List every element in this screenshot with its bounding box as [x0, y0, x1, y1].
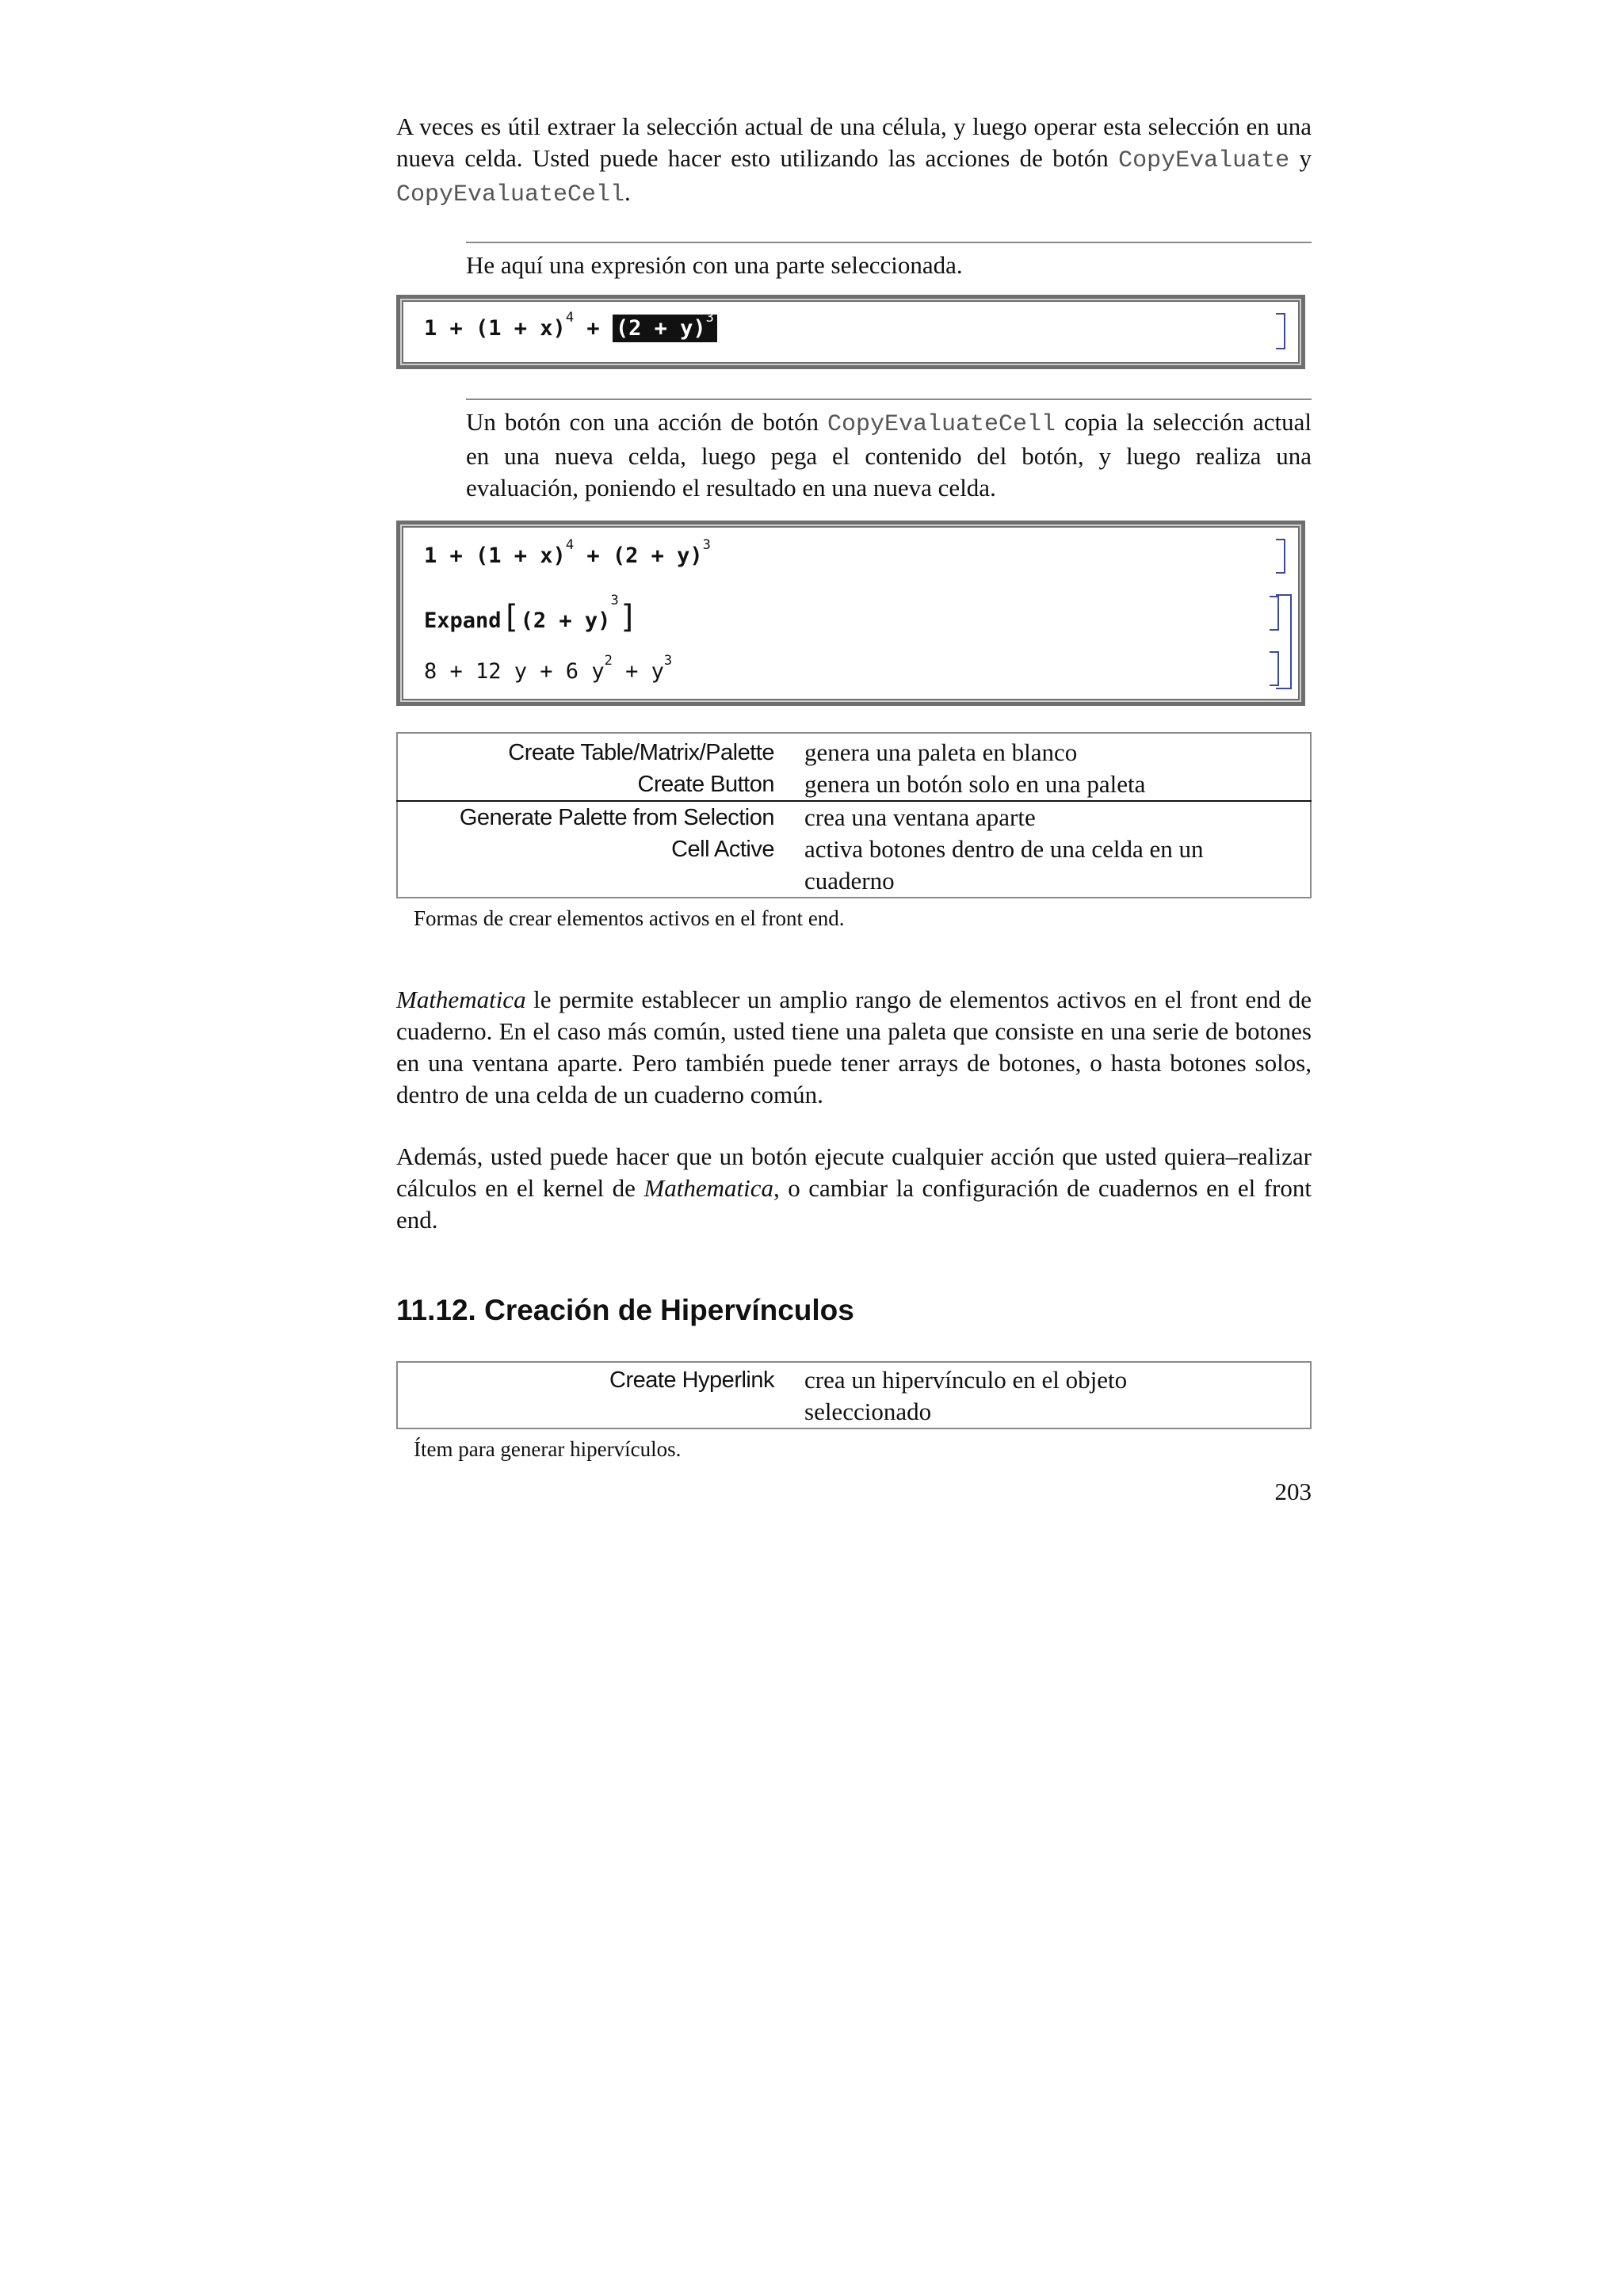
note-selected-expression [466, 242, 1312, 281]
menu-item-desc: genera un botón solo en una paleta [804, 770, 1146, 798]
menu-item-key: Cell Active [671, 837, 774, 862]
intro-text-a: A veces es útil extraer la selección actual de una célula, y luego operar esta selección en una nueva celda. Usted puede hacer esto utilizando las acciones de botón [396, 113, 1312, 172]
intro-text-c: . [624, 178, 631, 206]
intro-paragraph [396, 111, 1312, 211]
note2-text: Un botón con una acción de botón CopyEvaluateCell copia la selección actual en una nueva celda, luego pega el contenido del botón, y luego realiza una evaluación, poniendo el resultado en una nueva celda. [466, 408, 1312, 502]
input-line-expand[interactable]: Expand[(2 + y)$^3$] [424, 593, 638, 635]
input-line-1[interactable]: $1 + (1 + x)^4 + (2 + y)^3$ [424, 537, 711, 568]
output-line[interactable]: 8 + 12 y + 6 $y^2 + y^3$ [424, 653, 673, 684]
table1-caption: Formas de crear elementos activos en el front end. [414, 906, 845, 930]
mathematica-paragraph: Mathematica le permite establecer un amplio rango de elementos activos en el front end de cuaderno. En el caso más común, usted tiene una paleta que consiste en una serie de botones en una ventana aparte. Pero también puede tener arrays de botones, o hasta botones solos, dentro de una celda de un cuaderno común. [396, 986, 1312, 1108]
menu-item-key: Create Button [637, 772, 774, 797]
table-row [397, 1362, 1311, 1428]
expr-plus: + [574, 316, 613, 341]
intro-text-b: y [1289, 144, 1312, 172]
hyperlink-table [396, 1361, 1312, 1462]
table-row [397, 769, 1311, 801]
expr-exp-sel: 3 [705, 310, 714, 326]
menu-item-key: Create Table/Matrix/Palette [508, 740, 774, 765]
section-heading: 11.12. Creación de Hipervínculos [396, 1294, 854, 1326]
group-bracket[interactable] [1276, 594, 1292, 689]
menu-item-key: Create Hyperlink [609, 1367, 774, 1393]
selected-expression[interactable] [424, 310, 717, 341]
notebook-cell-group[interactable] [396, 521, 1305, 706]
expr-part-a: 1 + (1 + x) [424, 316, 566, 341]
note1-text: He aquí una expresión con una parte seleccionada. [466, 251, 963, 279]
code-copyevaluatecell-2: CopyEvaluateCell [827, 411, 1056, 438]
menu-item-desc: genera una paleta en blanco [804, 738, 1078, 766]
note-copyevaluatecell [466, 399, 1312, 504]
expand-function: Expand [424, 608, 502, 633]
button-action-paragraph: Además, usted puede hacer que un botón ejecute cualquier acción que usted quiera–realizar cálculos en el kernel de Mathematica, o cambiar la configuración de cuadernos en el front end. [396, 1142, 1312, 1234]
table-row [397, 801, 1311, 833]
selected-subexpression[interactable]: $(2 + y)^3$ [613, 315, 717, 342]
code-copyevaluatecell: CopyEvaluateCell [396, 181, 625, 208]
menu-item-desc: crea una ventana aparte [804, 801, 1311, 833]
cell-bracket[interactable] [1276, 313, 1285, 349]
active-elements-table [396, 732, 1312, 931]
table-row [397, 833, 1311, 898]
page-number: 203 [1274, 1478, 1312, 1505]
menu-item-key: Generate Palette from Selection [397, 801, 804, 833]
menu-item-desc: activa botones dentro de una celda en un cuaderno [804, 835, 1204, 894]
menu-item-desc: crea un hipervínculo en el objeto seleccionado [804, 1366, 1128, 1425]
table2-caption: Ítem para generar hipervículos. [414, 1437, 682, 1461]
notebook-cell-selected[interactable] [396, 295, 1305, 369]
expr-exp-a: 4 [565, 310, 575, 326]
code-copyevaluate: CopyEvaluate [1118, 147, 1290, 174]
cell-bracket-1[interactable] [1276, 539, 1285, 574]
table-row [397, 733, 1311, 769]
